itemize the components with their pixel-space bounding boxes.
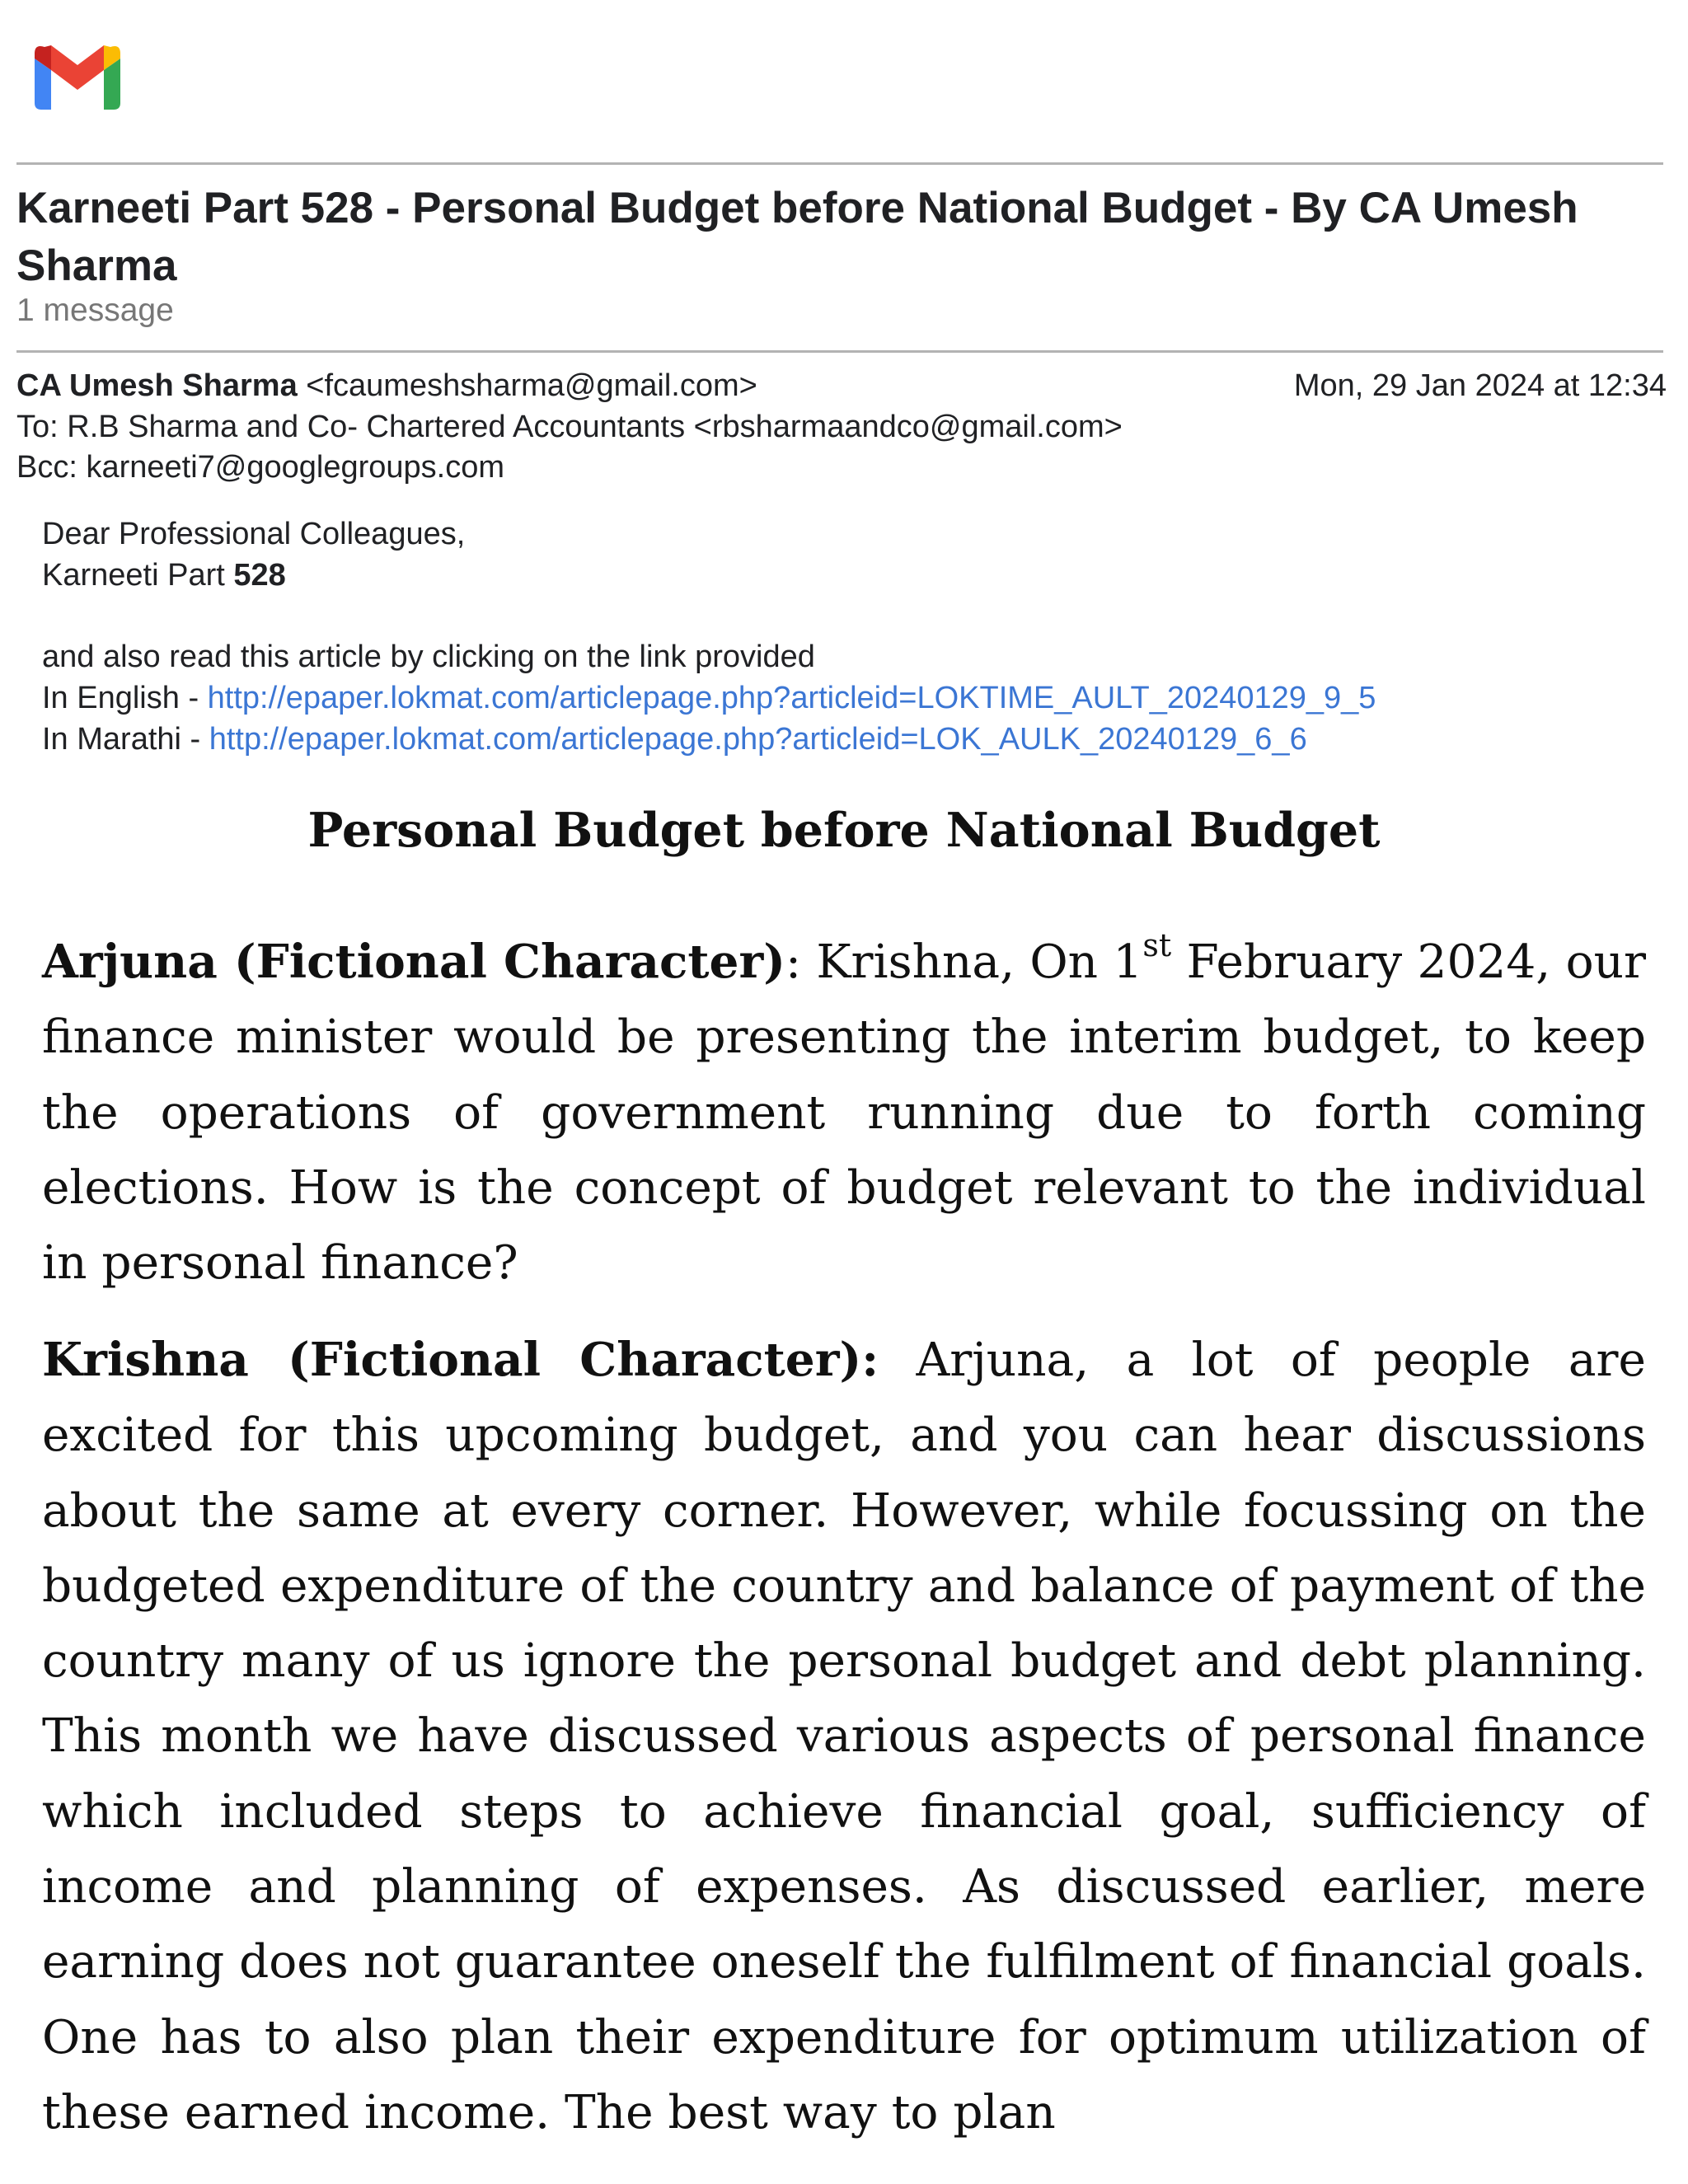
english-label: In English - bbox=[42, 681, 208, 715]
english-article-link[interactable]: http://epaper.lokmat.com/articlepage.php?articleid=LOKTIME_AULT_20240129_9_5 bbox=[207, 681, 1376, 715]
read-intro: and also read this article by clicking on the link provided bbox=[42, 640, 815, 674]
to-label: To: bbox=[16, 410, 59, 444]
marathi-label: In Marathi - bbox=[42, 722, 209, 757]
paragraph-text: : Krishna, On 1 bbox=[785, 935, 1143, 989]
speaker-name: Krishna (Fictional Character): bbox=[42, 1333, 879, 1387]
bcc-label: Bcc: bbox=[16, 450, 77, 485]
article-title: Personal Budget before National Budget bbox=[307, 803, 1381, 858]
english-line bbox=[42, 677, 1376, 719]
part-line bbox=[42, 555, 286, 596]
message-date: Mon, 29 Jan 2024 at 12:34 bbox=[1293, 368, 1667, 403]
article-paragraph bbox=[42, 1323, 1646, 2150]
sender-email: <fcaumeshsharma@gmail.com> bbox=[306, 368, 757, 403]
salutation: Dear Professional Colleagues, bbox=[42, 517, 466, 551]
marathi-article-link[interactable]: http://epaper.lokmat.com/articlepage.php?articleid=LOK_AULK_20240129_6_6 bbox=[209, 722, 1307, 757]
message-count: 1 message bbox=[16, 293, 174, 328]
to-recipient: R.B Sharma and Co- Chartered Accountants <rbsharmaandco@gmail.com> bbox=[67, 410, 1123, 444]
paragraph-text: February 2024, our finance minister would be presenting the interim budget, to keep the operations of government running due to forth coming elections. How is the concept of budget relevant to the individual in personal finance? bbox=[42, 935, 1646, 1291]
gmail-logo-icon bbox=[35, 44, 120, 110]
ordinal-suffix: st bbox=[1142, 927, 1172, 964]
marathi-line bbox=[42, 719, 1307, 760]
article-paragraph bbox=[42, 925, 1646, 1301]
sender-line bbox=[16, 365, 757, 406]
part-prefix: Karneeti Part bbox=[42, 558, 234, 593]
recipient-line bbox=[16, 406, 1123, 448]
email-subject: Karneeti Part 528 - Personal Budget before National Budget - By CA Umesh Sharma bbox=[16, 184, 1578, 290]
bcc-line bbox=[16, 447, 504, 488]
part-number: 528 bbox=[233, 558, 286, 593]
bcc-recipient: karneeti7@googlegroups.com bbox=[86, 450, 505, 485]
header-divider bbox=[16, 162, 1663, 165]
subject-divider bbox=[16, 350, 1663, 353]
speaker-name: Arjuna (Fictional Character) bbox=[42, 935, 785, 989]
sender-name: CA Umesh Sharma bbox=[16, 368, 298, 403]
paragraph-text: Arjuna, a lot of people are excited for this upcoming budget, and you can hear discussions about the same at every corner. However, while focussing on the budgeted expenditure of the country and balance of payment of the country many of us ignore the personal budget and debt planning. This month we have discussed various aspects of personal finance which included steps to achieve financial goal, sufficiency of income and planning of expenses. As discussed earlier, mere earning does not guarantee oneself the fulfilment of financial goals. One has to also plan their expenditure for optimum utilization of these earned income. The best way to plan bbox=[42, 1333, 1646, 2139]
